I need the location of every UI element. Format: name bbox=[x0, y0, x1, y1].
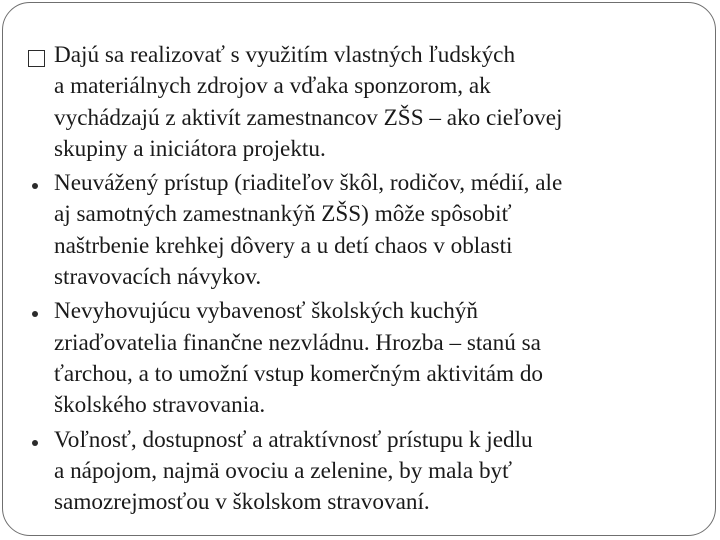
bullet-line: samozrejmosťou v školskom stravovaní. bbox=[54, 489, 430, 516]
bullet-text bbox=[54, 296, 700, 421]
dot-bullet-icon bbox=[28, 296, 48, 327]
bullet-list bbox=[28, 40, 700, 521]
bullet-line: skupiny a iniciátora projektu. bbox=[54, 135, 326, 162]
bullet-item-kitchen-equipment bbox=[28, 296, 700, 421]
bullet-line: naštrbenie krehkej dôvery a u detí chaos v oblasti bbox=[54, 232, 513, 259]
bullet-line: zriaďovatelia finančne nezvládnu. Hrozba – stanú sa bbox=[54, 329, 541, 356]
bullet-line: aj samotných zamestnankýň ZŠS) môže spôsobiť bbox=[54, 201, 512, 228]
bullet-line: Voľnosť, dostupnosť a atraktívnosť prístupu k jedlu bbox=[54, 426, 533, 453]
bullet-line: a materiálnych zdrojov a vďaka sponzorom, ak bbox=[54, 73, 491, 100]
dot-bullet-icon bbox=[28, 425, 48, 456]
bullet-line: stravovacích návykov. bbox=[54, 264, 262, 291]
square-bullet-icon bbox=[28, 40, 48, 71]
bullet-item-opportunities bbox=[28, 40, 700, 165]
bullet-line: ťarchou, a to umožní vstup komerčným aktivitám do bbox=[54, 360, 544, 387]
bullet-line: vychádzajú z aktivít zamestnancov ZŠS – ako cieľovej bbox=[54, 104, 563, 131]
bullet-text bbox=[54, 168, 700, 293]
dot-bullet-icon bbox=[28, 168, 48, 199]
bullet-line: Neuvážený prístup (riaditeľov škôl, rodičov, médií, ale bbox=[54, 170, 563, 197]
bullet-item-careless-approach bbox=[28, 168, 700, 293]
bullet-text bbox=[54, 40, 700, 165]
bullet-line: Nevyhovujúcu vybavenosť školských kuchýň bbox=[54, 298, 478, 325]
bullet-line: školského stravovania. bbox=[54, 392, 266, 419]
bullet-line: a nápojom, najmä ovociu a zelenine, by mala byť bbox=[54, 457, 513, 484]
bullet-line: Dajú sa realizovať s využitím vlastných ľudských bbox=[54, 42, 516, 68]
bullet-item-free-access bbox=[28, 425, 700, 519]
bullet-text bbox=[54, 425, 700, 519]
